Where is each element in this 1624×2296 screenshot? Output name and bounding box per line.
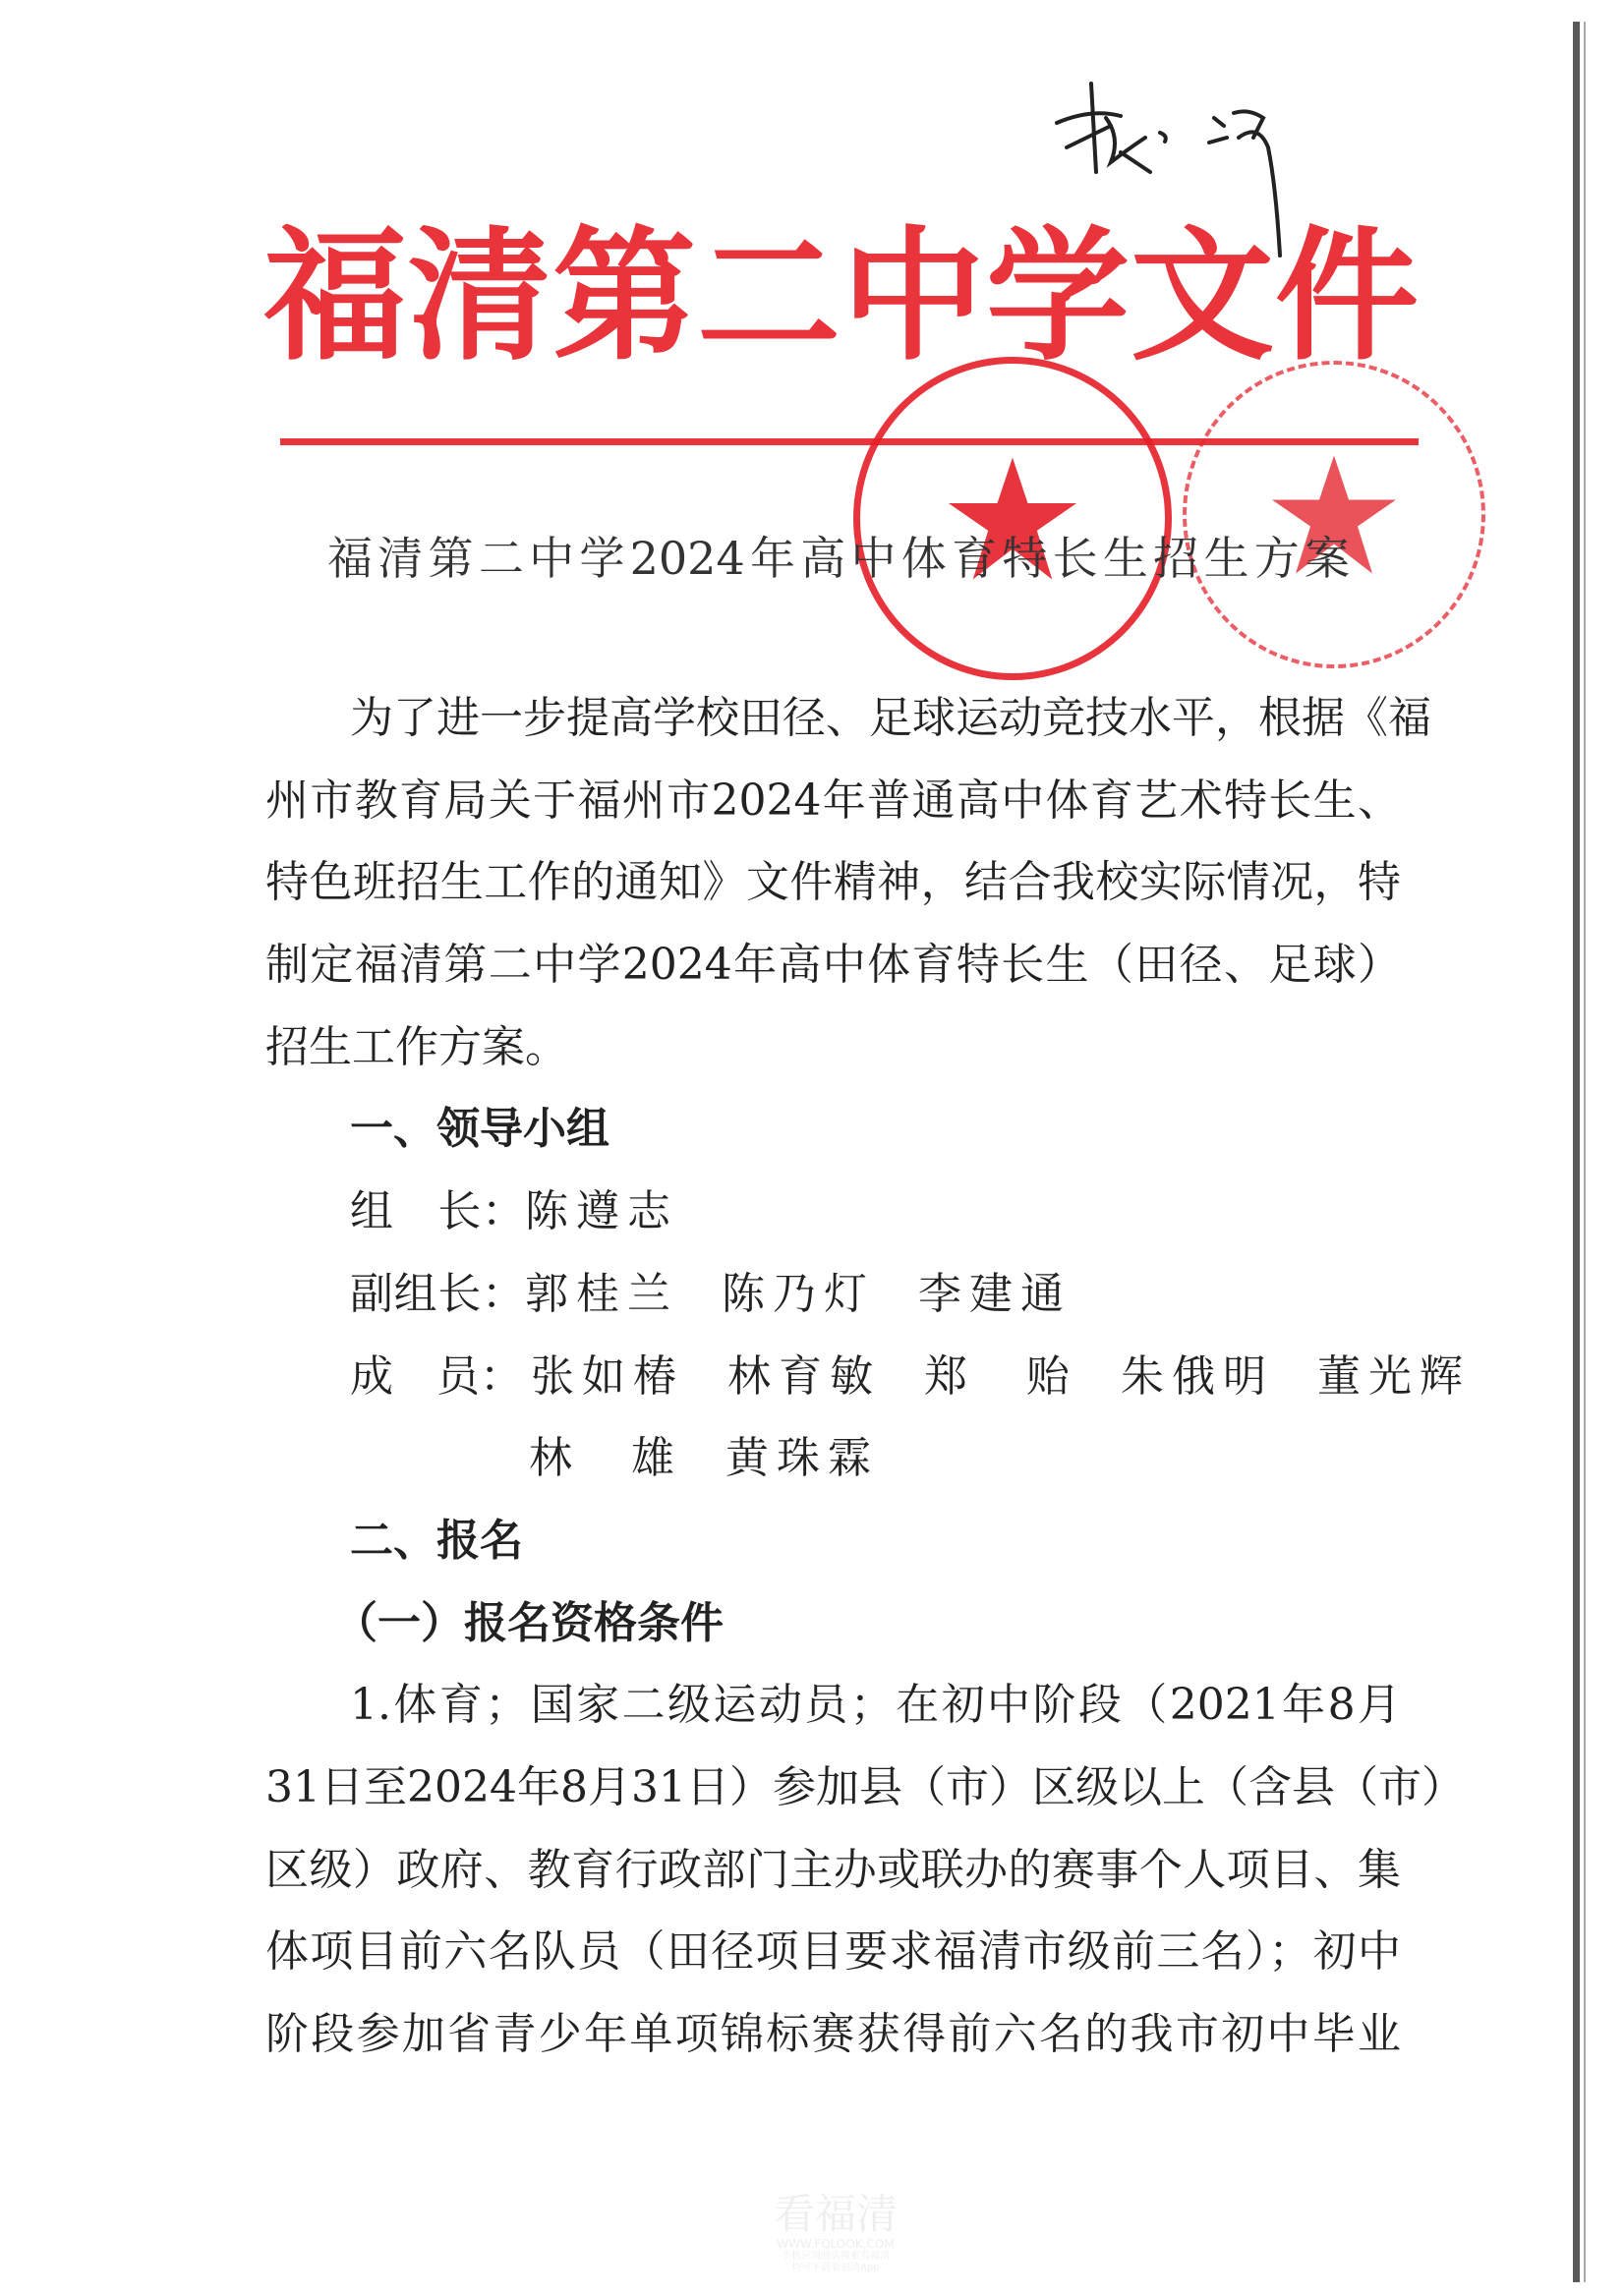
watermark-line: 手机应用商店搜索看福清 [782, 2251, 890, 2262]
document-title: 福清第二中学2024年高中体育特长生招生方案 [327, 532, 1350, 585]
deputy-name: 李建通 [918, 1268, 1072, 1319]
member-name: 林育敏 [727, 1350, 881, 1402]
member-name: 黄珠霖 [725, 1433, 879, 1484]
document-header-title: 福清第二中学文件 [263, 213, 1419, 380]
member-name: 郑 贻 [924, 1350, 1077, 1402]
paragraph-line: 体项目前六名队员（田径项目要求福清市级前三名）；初中 [265, 1926, 1401, 1978]
member-name: 林 雄 [529, 1433, 682, 1484]
watermark-brand: 看福清 [773, 2190, 898, 2238]
watermark [747, 2192, 924, 2274]
paragraph-line: 特色班招生工作的通知》文件精神，结合我校实际情况，特 [265, 857, 1401, 908]
member-name: 张如椿 [531, 1350, 684, 1402]
watermark-line: 均可下载看福清App [791, 2263, 880, 2273]
paragraph-line: 阶段参加省青少年单项锦标赛获得前六名的我市初中毕业 [265, 2009, 1401, 2059]
leader-name: 陈遵志 [525, 1186, 678, 1237]
deputy-name: 陈乃灯 [722, 1268, 875, 1319]
paragraph-line: 制定福清第二中学2024年高中体育特长生（田径、足球） [265, 940, 1401, 991]
handwritten-signature [1052, 79, 1307, 265]
leader-label: 组 长： [350, 1186, 525, 1237]
paragraph-line: 区级）政府、教育行政部门主办或联办的赛事个人项目、集 [265, 1844, 1401, 1895]
paragraph-line: 1.体育；国家二级运动员；在初中阶段（2021年8月 [350, 1680, 1401, 1731]
star-icon [860, 364, 1165, 673]
document-body [265, 677, 1471, 2076]
section-heading: 一、领导小组 [350, 1104, 609, 1155]
official-seal-left [853, 357, 1172, 680]
page-edge-line-thin [1584, 22, 1586, 2282]
deputy-label: 副组长： [350, 1268, 525, 1319]
paragraph-line: 州市教育局关于福州市2024年普通高中体育艺术特长生、 [265, 775, 1401, 826]
deputy-row [265, 1253, 1401, 1336]
member-name: 朱俄明 [1121, 1350, 1274, 1402]
members-row-continued [265, 1417, 1401, 1500]
deputy-name: 郭桂兰 [525, 1268, 678, 1319]
page-edge-line [1573, 22, 1580, 2282]
section-heading: 二、报名 [350, 1515, 523, 1566]
members-label: 成 员： [350, 1350, 523, 1402]
sub-heading: （一）报名资格条件 [334, 1597, 724, 1648]
members-row [265, 1336, 1471, 1418]
watermark-url: WWW.FQLOOK.COM [777, 2237, 895, 2251]
leader-row [265, 1171, 1401, 1253]
paragraph-line: 为了进一步提高学校田径、足球运动竞技水平，根据《福 [350, 693, 1431, 743]
star-icon [1187, 365, 1481, 664]
paragraph-line: 31日至2024年8月31日）参加县（市）区级以上（含县（市） [265, 1761, 1465, 1812]
member-name: 董光辉 [1317, 1350, 1471, 1402]
paragraph-line: 招生工作方案。 [265, 1021, 568, 1072]
official-seal-right [1183, 361, 1485, 668]
